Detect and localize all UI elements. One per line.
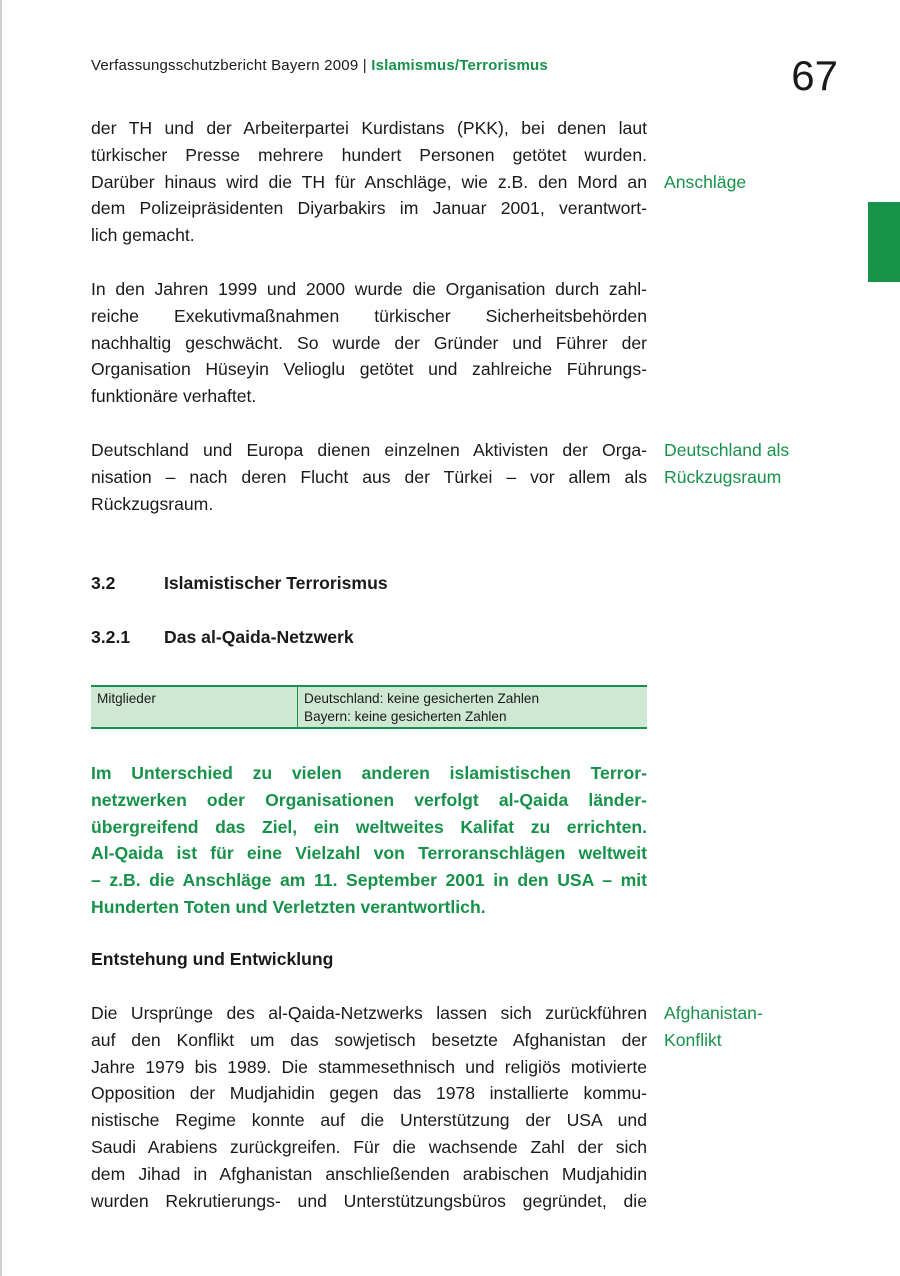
text-line: Jahre 1979 bis 1989. Die stammesethnisch und religiös motivierte	[91, 1056, 647, 1077]
text-line: Im Unterschied zu vielen anderen islamistischen Terror-	[91, 763, 647, 783]
text-line: dem Polizeipräsidenten Diyarbakirs im Januar 2001, verantwort-	[91, 198, 647, 219]
paragraph-origins	[91, 1000, 647, 1214]
text-line: nachhaltig geschwächt. So wurde der Gründer und Führer der	[91, 332, 647, 353]
text-line: Deutschland und Europa dienen einzelnen Aktivisten der Orga-	[91, 440, 647, 460]
margin-note-rueckzugsraum	[664, 437, 789, 491]
margin-note-line: Rückzugsraum	[664, 466, 782, 487]
text-line: Die Ursprünge des al-Qaida-Netzwerks lassen sich zurückführen	[91, 1003, 647, 1023]
paragraph-executive-measures	[91, 276, 647, 410]
section-heading-3-2-1	[91, 627, 354, 648]
header-section-title: Islamismus/Terrorismus	[371, 57, 548, 74]
text-line: funktionäre verhaftet.	[91, 386, 257, 407]
running-header	[91, 57, 548, 74]
margin-note-anschlaege: Anschläge	[664, 172, 747, 192]
members-info-table	[91, 685, 647, 729]
section-number: 3.2.1	[91, 627, 131, 647]
text-line: Darüber hinaus wird die TH für Anschläge, wie z.B. den Mord an	[91, 171, 647, 192]
text-line: Saudi Arabiens zurückgreifen. Für die wachsende Zahl der sich	[91, 1136, 647, 1157]
section-title: Das al-Qaida-Netzwerk	[164, 627, 354, 647]
paragraph-pkk-conflict	[91, 115, 647, 249]
paragraph-retreat-area	[91, 437, 647, 517]
subheading-origin: Entstehung und Entwicklung	[91, 949, 334, 969]
section-title: Islamistischer Terrorismus	[164, 573, 388, 593]
text-line: reiche Exekutivmaßnahmen türkischer Sicherheitsbehörden	[91, 305, 647, 326]
margin-note-afghanistan	[664, 1000, 763, 1054]
margin-note-line: Deutschland als	[664, 440, 790, 460]
lead-paragraph	[91, 760, 647, 921]
text-line: – z.B. die Anschläge am 11. September 2001 in den USA – mit	[91, 870, 647, 891]
text-line: auf den Konflikt um das sowjetisch besetzte Afghanistan der	[91, 1029, 647, 1050]
table-value-line: Deutschland: keine gesicherten Zahlen	[304, 691, 540, 706]
text-line: wurden Rekrutierungs- und Unterstützungsbüros gegründet, die	[91, 1190, 647, 1211]
chapter-tab-marker	[868, 202, 900, 282]
text-line: netzwerken oder Organisationen verfolgt al-Qaida länder-	[91, 789, 647, 810]
text-line: Organisation Hüseyin Velioglu getötet und zahlreiche Führungs-	[91, 359, 647, 380]
table-label-cell: Mitglieder	[91, 687, 298, 727]
header-separator: |	[358, 57, 372, 74]
section-number: 3.2	[91, 573, 116, 593]
text-line: lich gemacht.	[91, 225, 195, 246]
text-line: Opposition der Mudjahidin gegen das 1978 installierte kommu-	[91, 1083, 647, 1104]
text-line: Rückzugsraum.	[91, 493, 214, 514]
text-line: Al-Qaida ist für eine Vielzahl von Terroranschlägen weltweit	[91, 843, 647, 864]
text-line: In den Jahren 1999 und 2000 wurde die Organisation durch zahl-	[91, 279, 647, 299]
text-line: türkischer Presse mehrere hundert Personen getötet wurden.	[91, 144, 647, 165]
header-report-title: Verfassungsschutzbericht Bayern 2009	[91, 57, 359, 74]
text-line: nistische Regime konnte auf die Unterstützung der USA und	[91, 1110, 647, 1131]
text-line: übergreifend das Ziel, ein weltweites Kalifat zu errichten.	[91, 816, 647, 837]
text-line: Hunderten Toten und Verletzten verantwortlich.	[91, 896, 486, 917]
section-heading-3-2	[91, 573, 388, 594]
text-line: nisation – nach deren Flucht aus der Türkei – vor allem als	[91, 466, 647, 487]
table-value-cell	[298, 687, 545, 727]
text-line: dem Jihad in Afghanistan anschließenden arabischen Mudjahidin	[91, 1163, 647, 1184]
page-number: 67	[791, 52, 838, 99]
table-value-line: Bayern: keine gesicherten Zahlen	[304, 709, 507, 724]
page-edge-rule	[0, 0, 2, 1276]
margin-note-line: Konflikt	[664, 1029, 722, 1050]
margin-note-line: Afghanistan-	[664, 1003, 763, 1023]
text-line: der TH und der Arbeiterpartei Kurdistans (PKK), bei denen laut	[91, 118, 647, 138]
